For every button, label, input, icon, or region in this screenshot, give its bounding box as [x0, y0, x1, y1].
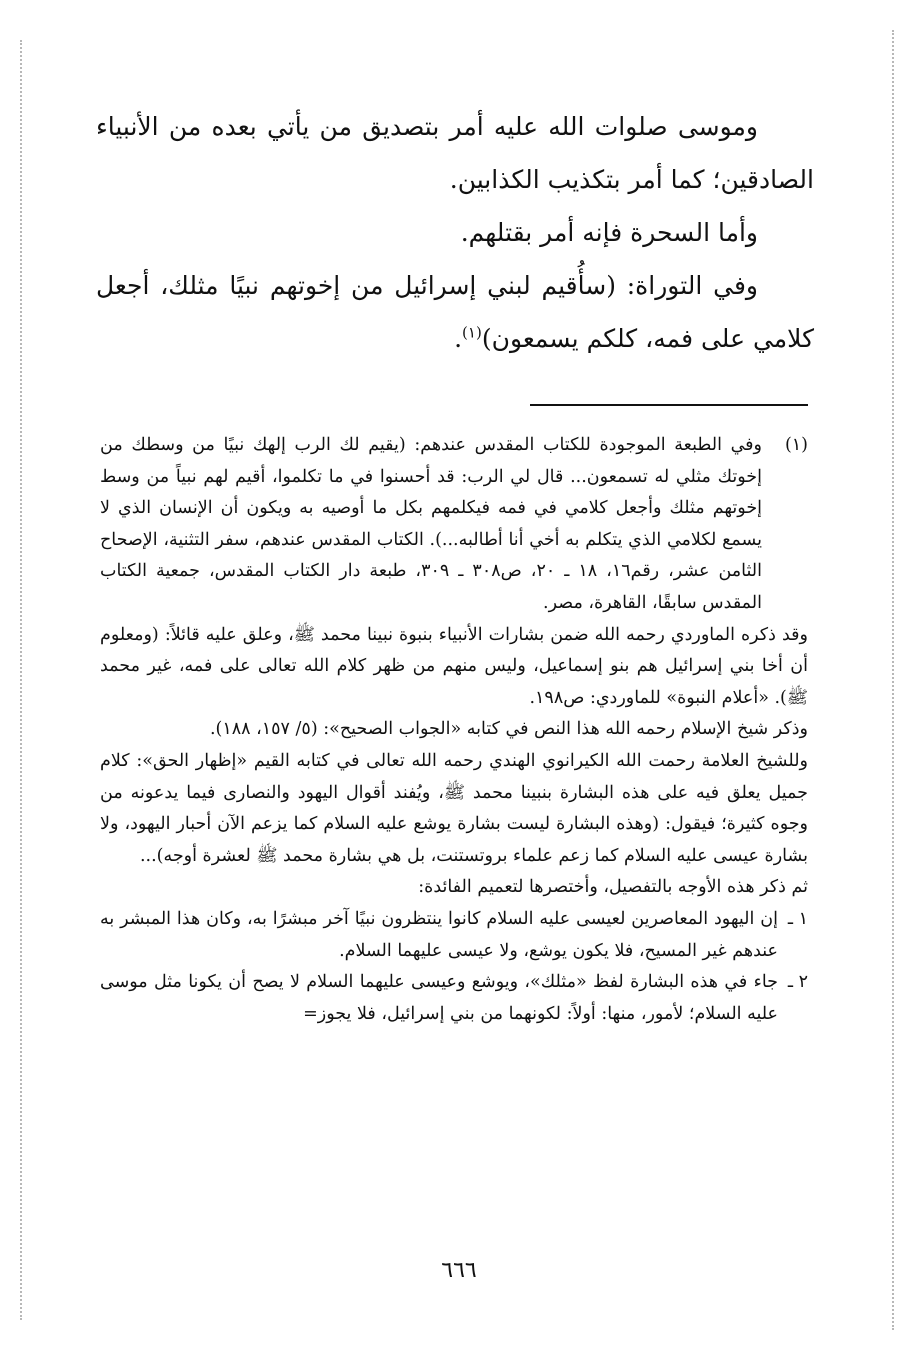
main-text — [96, 100, 814, 365]
list-item — [100, 904, 808, 967]
list-item — [100, 967, 808, 1030]
list-item-number: ١ ـ — [787, 908, 808, 929]
footnote-paragraph-5: ثم ذكر هذه الأوجه بالتفصيل، وأختصرها لتعميم الفائدة: — [418, 877, 808, 898]
footnote-reference: (١) — [462, 323, 482, 342]
main-paragraph-1: وموسى صلوات الله عليه أمر بتصديق من يأتي بعده من الأنبياء الصادقين؛ كما أمر بتكذيب الكذابين. — [96, 112, 814, 194]
footnotes — [100, 430, 808, 1030]
footnote-paragraph-4: وللشيخ العلامة رحمت الله الكيرانوي الهندي رحمه الله تعالى في كتابه القيم «إظهار الحق»: كلام جميل يعلق فيه على هذه البشارة بنبينا محمد ﷺ، ويُفند أقوال اليهود والنصارى فيما يدعونه من وجوه كثيرة؛ فيقول: (وهذه البشارة ليست بشارة يوشع عليه السلام كما يزعم الآن أحبار اليهود، ولا بشارة عيسى عليه السلام كما زعم علماء بروتستنت، بل هي بشارة محمد ﷺ لعشرة أوجه)... — [100, 750, 808, 866]
main-paragraph-3: وفي التوراة: (سأُقيم لبني إسرائيل من إخوتهم نبيًا مثلك، أجعل كلامي على فمه، كلكم يسمعون)$^{(١)}$. — [96, 271, 814, 353]
footnote-number: (١) — [784, 435, 808, 455]
footnote-separator — [530, 404, 808, 406]
footnote-1 — [100, 430, 808, 620]
main-paragraph-2: وأما السحرة فإنه أمر بقتلهم. — [460, 218, 758, 247]
footnote-paragraph-2: وقد ذكره الماوردي رحمه الله ضمن بشارات الأنبياء بنبوة نبينا محمد ﷺ، وعلق عليه قائلاً: (ومعلوم أن أخا بني إسرائيل هم بنو إسماعيل، وليس منهم من ظهر كلام الله تعالى على فمه، غير محمد ﷺ). «أعلام النبوة» للماوردي: ص١٩٨. — [100, 624, 808, 708]
footnote-paragraph-3: وذكر شيخ الإسلام رحمه الله هذا النص في كتابه «الجواب الصحيح»: (٥/ ١٥٧، ١٨٨). — [209, 719, 808, 740]
list-item-text: جاء في هذه البشارة لفظ «مثلك»، ويوشع وعيسى عليهما السلام لا يصح أن يكونا مثل موسى عليه السلام؛ لأمور، منها: أولاً: لكونهما من بني إسرائيل، فلا يجوز= — [100, 972, 778, 1024]
list-item-text: إن اليهود المعاصرين لعيسى عليه السلام كانوا ينتظرون نبيًا آخر مبشرًا به، وكان هذا المبشر به عندهم غير المسيح، فلا يكون يوشع، ولا عيسى عليهما السلام. — [100, 908, 778, 961]
footnote-1-text: وفي الطبعة الموجودة للكتاب المقدس عندهم: (يقيم لك الرب إلهك نبيًا من وسطك من إخوتك مثلي له تسمعون... قال لي الرب: قد أحسنوا في ما تكلموا، أقيم لهم نبياً من وسط إخوتهم مثلك وأجعل كلامي في فمه فيكلمهم بكل ما أوصيه به ويكون أن الإنسان الذي لا يسمع لكلامي الذي يتكلم به أخي أنا أطالبه...). الكتاب المقدس عندهم، سفر التثنية، الإصحاح الثامن عشر، رقم١٦، ١٨ ـ ٢٠، ص٣٠٨ ـ ٣٠٩، طبعة دار الكتاب المقدس، جمعية الكتاب المقدس سابقًا، القاهرة، مصر. — [100, 435, 762, 613]
scan-edge-right — [892, 30, 894, 1330]
list-item-number: ٢ ـ — [787, 972, 808, 993]
scan-edge-left — [20, 40, 22, 1320]
page-number: ٦٦٦ — [441, 1258, 477, 1283]
main-paragraph-3-text: وفي التوراة: (سأُقيم لبني إسرائيل من إخوتهم نبيًا مثلك، أجعل كلامي على فمه، كلكم يسمعون) — [96, 271, 814, 353]
